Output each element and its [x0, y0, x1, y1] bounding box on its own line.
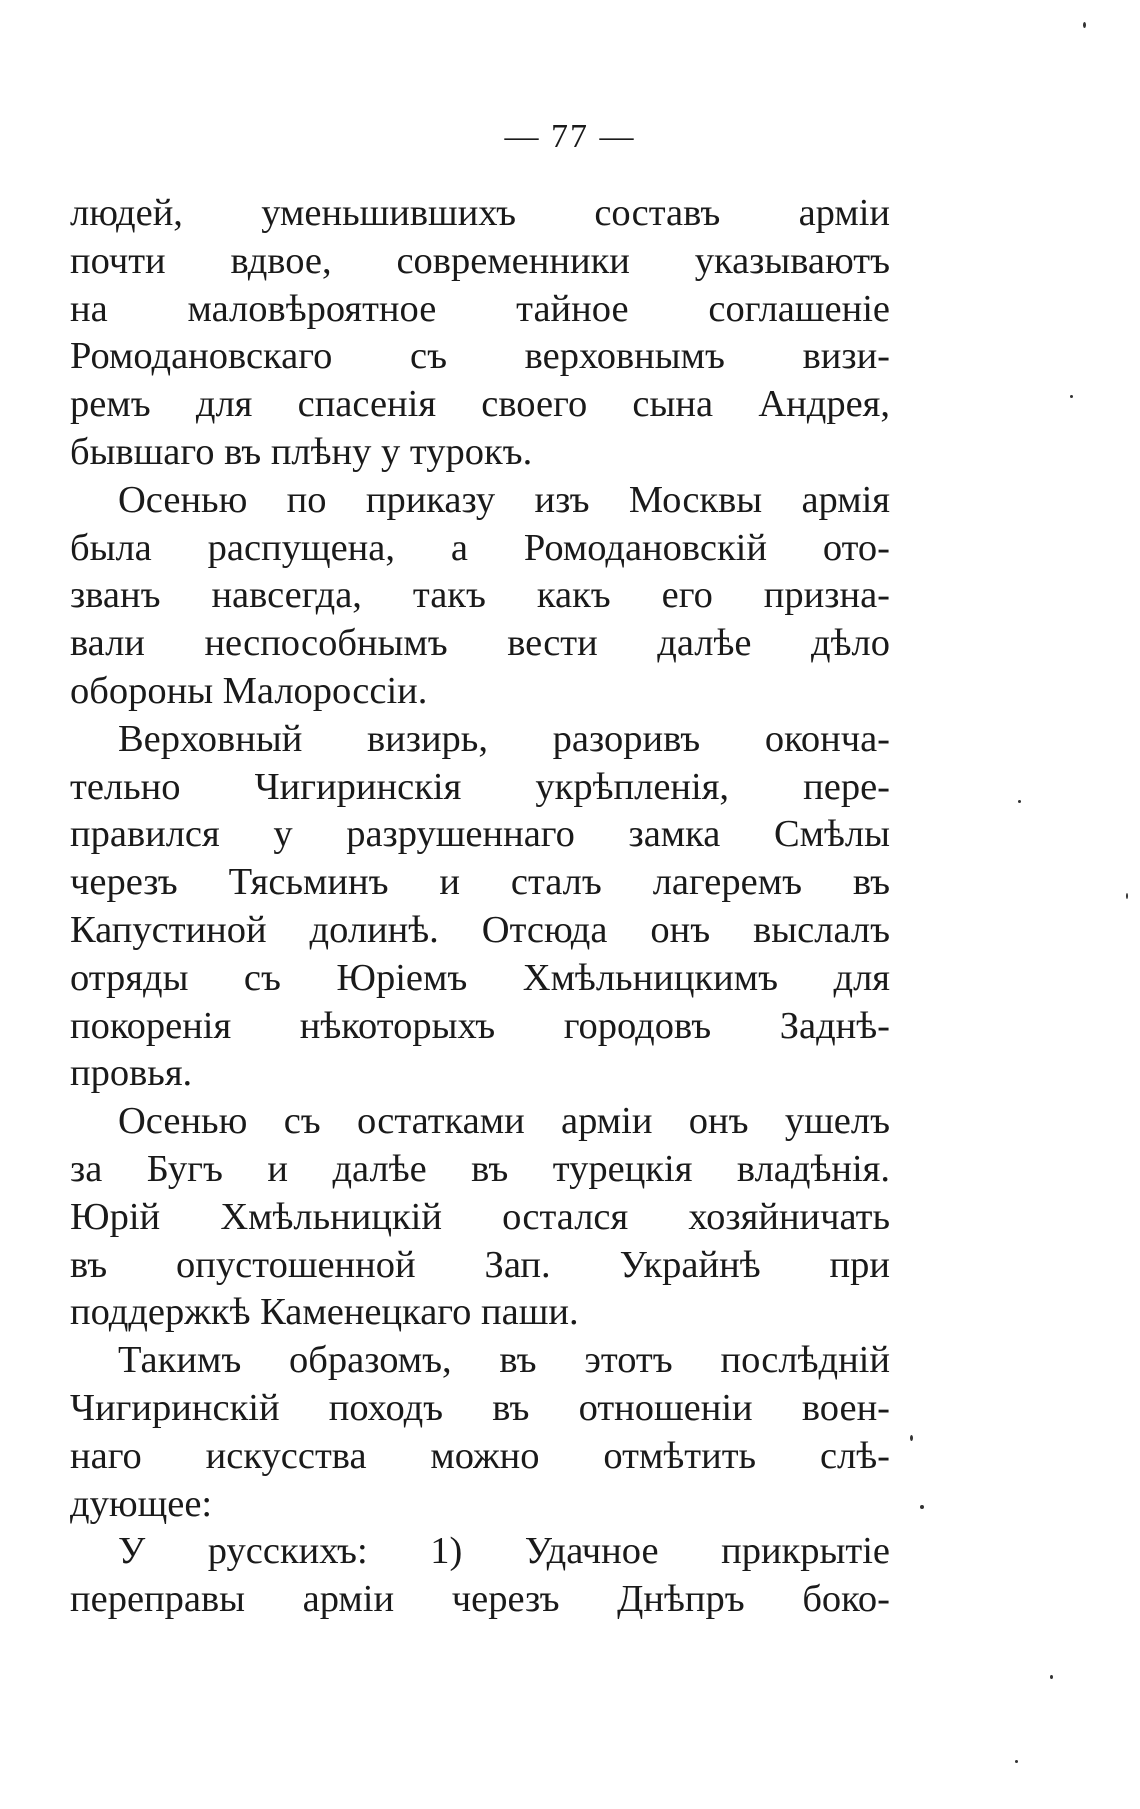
- paragraph-2: [70, 477, 890, 716]
- text-line: покоренія нѣкоторыхъ городовъ Заднѣ-: [70, 1004, 890, 1047]
- text-line: Верховный визирь, разоривъ оконча-: [118, 717, 890, 760]
- text-line: переправы арміи черезъ Днѣпръ боко-: [70, 1578, 890, 1621]
- text-line: Ромодановскаго съ верховнымъ визи-: [70, 335, 890, 378]
- text-line: на маловѣроятное тайное соглашеніе: [70, 287, 890, 330]
- scan-speck: [910, 1435, 913, 1441]
- scan-speck: [1015, 1760, 1018, 1763]
- text-line: бывшаго въ плѣну у турокъ.: [70, 430, 533, 473]
- text-line: У русскихъ: 1) Удачное прикрытіе: [118, 1530, 890, 1573]
- paragraph-5: [70, 1337, 890, 1528]
- text-line: ремъ для спасенія своего сына Андрея,: [70, 383, 890, 426]
- text-line: черезъ Тясьминъ и сталъ лагеремъ въ: [70, 861, 890, 904]
- paragraph-3: [70, 716, 890, 1098]
- text-line: провья.: [70, 1052, 193, 1095]
- text-line: Капустиной долинѣ. Отсюда онъ выслалъ: [70, 908, 890, 951]
- scan-speck: [920, 1505, 924, 1509]
- text-line: званъ навсегда, такъ какъ его призна-: [70, 574, 890, 617]
- text-line: въ опустошенной Зап. Украйнѣ при: [70, 1243, 890, 1286]
- scan-speck: [1083, 22, 1086, 28]
- text-line: дующее:: [70, 1482, 213, 1525]
- text-line: правился у разрушеннаго замка Смѣлы: [70, 813, 890, 856]
- text-line: Юрій Хмѣльницкій остался хозяйничать: [70, 1195, 890, 1238]
- text-line: за Бугъ и далѣе въ турецкія владѣнія.: [70, 1147, 890, 1190]
- page-number: — 77 —: [504, 118, 636, 155]
- scan-speck: [1070, 395, 1073, 398]
- text-line: обороны Малороссіи.: [70, 669, 428, 712]
- scan-speck: [1050, 1675, 1053, 1679]
- scan-speck: [1018, 800, 1021, 803]
- body-text: [70, 190, 890, 1624]
- text-line: Осенью съ остатками арміи онъ ушелъ: [118, 1100, 890, 1143]
- text-line: Такимъ образомъ, въ этотъ послѣдній: [118, 1339, 890, 1382]
- text-line: отряды съ Юріемъ Хмѣльницкимъ для: [70, 956, 890, 999]
- text-line: Чигиринскій походъ въ отношеніи воен-: [70, 1386, 890, 1429]
- text-line: была распущена, а Ромодановскій ото-: [70, 526, 890, 569]
- paragraph-6: [70, 1528, 890, 1624]
- text-line: людей, уменьшившихъ составъ арміи: [70, 192, 890, 234]
- text-line: тельно Чигиринскія укрѣпленія, пере-: [70, 765, 890, 808]
- text-line: наго искусства можно отмѣтить слѣ-: [70, 1434, 890, 1477]
- text-line: почти вдвое, современники указываютъ: [70, 239, 890, 282]
- paragraph-1: [70, 190, 890, 477]
- scan-speck: [1126, 893, 1128, 899]
- text-line: вали неспособнымъ вести далѣе дѣло: [70, 622, 890, 665]
- text-line: Осенью по приказу изъ Москвы армія: [118, 478, 890, 521]
- paragraph-4: [70, 1098, 890, 1337]
- text-line: поддержкѣ Каменецкаго паши.: [70, 1291, 579, 1334]
